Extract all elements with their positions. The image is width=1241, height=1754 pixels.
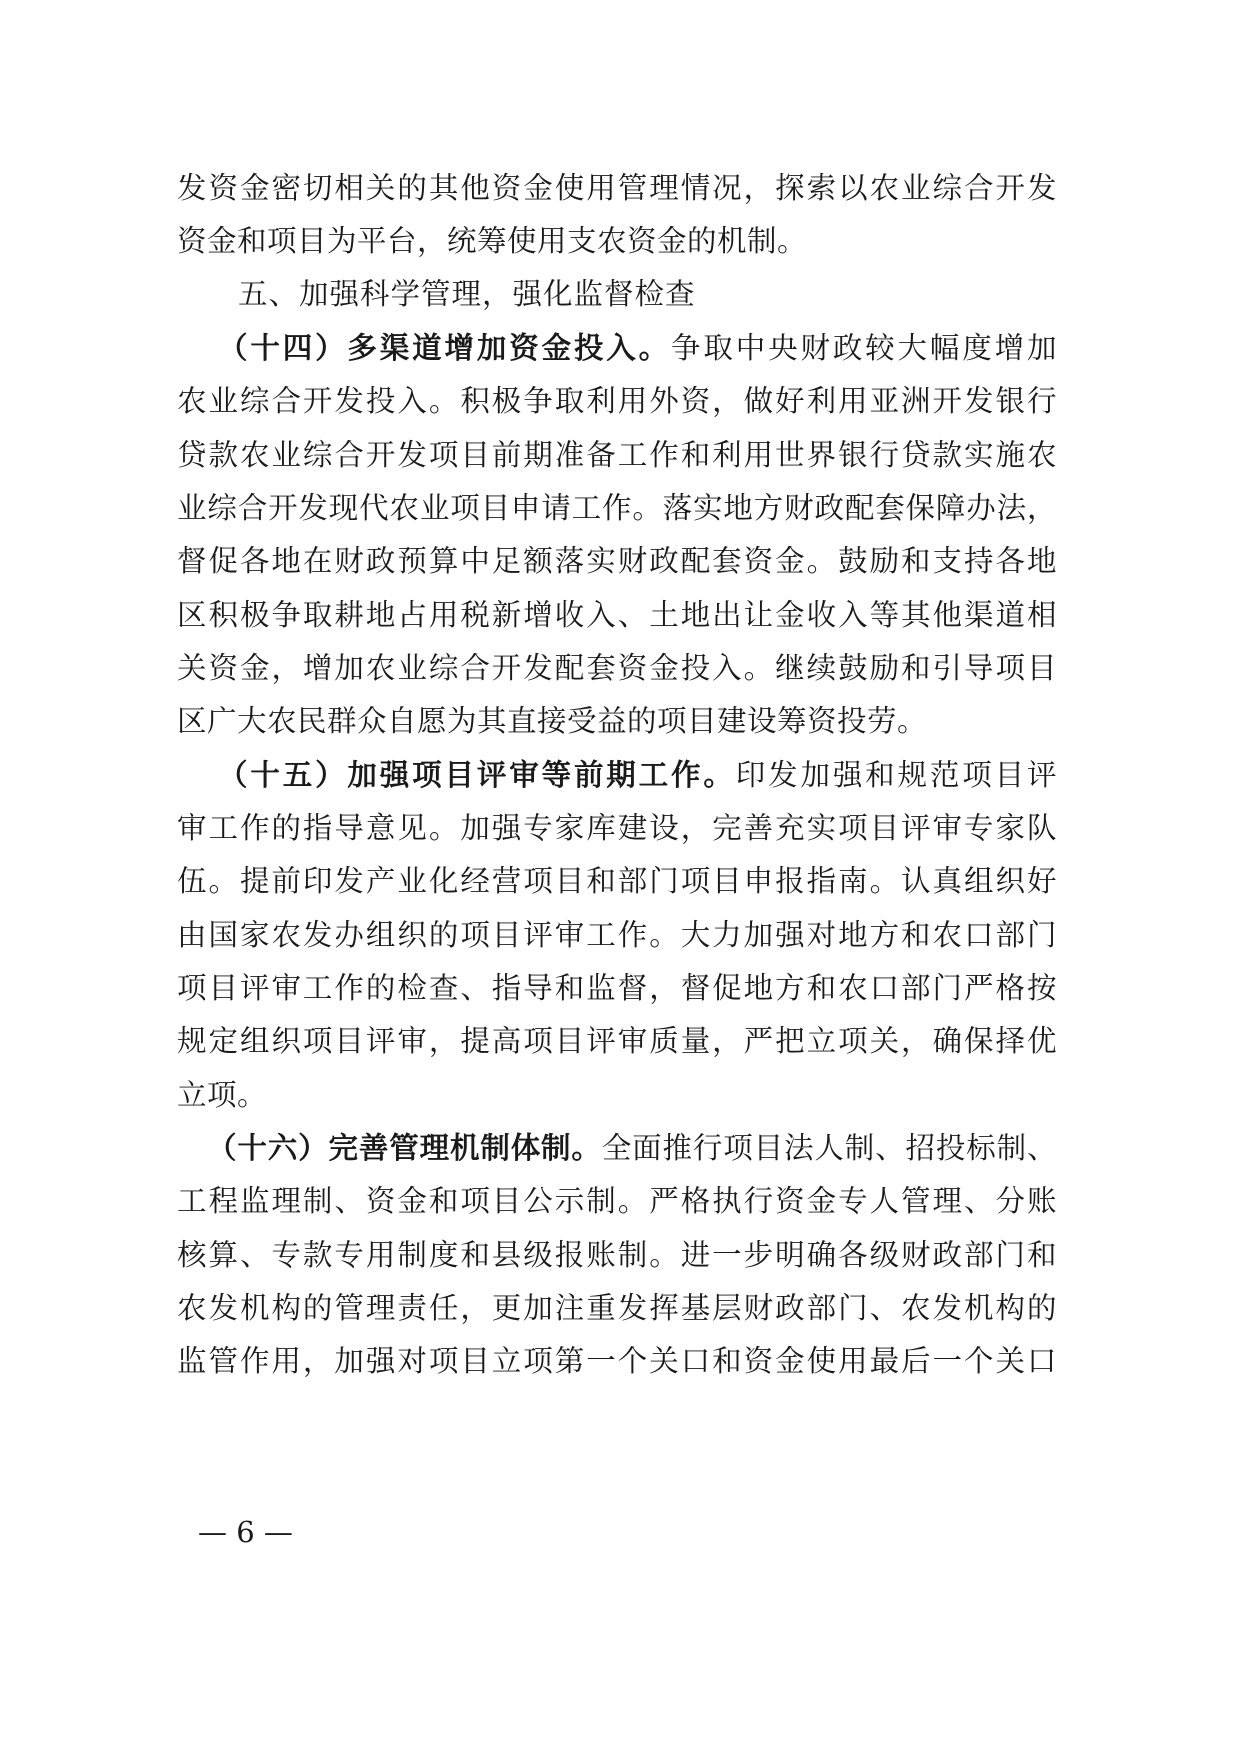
- body-line: 督促各地在财政预算中足额落实财政配套资金。鼓励和支持各地: [177, 544, 1057, 578]
- body-line: 农发机构的管理责任，更加注重发挥基层财政部门、农发机构的: [177, 1291, 1057, 1325]
- body-line: 区积极争取耕地占用税新增收入、土地出让金收入等其他渠道相: [177, 598, 1057, 632]
- body-line: 审工作的指导意见。加强专家库建设，完善充实项目评审专家队: [177, 811, 1057, 845]
- body-line: 伍。提前印发产业化经营项目和部门项目申报指南。认真组织好: [177, 864, 1057, 898]
- item-15-first-line: [218, 745, 1057, 805]
- item-14-first-line-rest: 争取中央财政较大幅度增加: [671, 331, 1057, 365]
- item-15-first-line-rest: 印发加强和规范项目评: [735, 758, 1057, 792]
- body-line: 发资金密切相关的其他资金使用管理情况，探索以农业综合开发: [177, 171, 1057, 205]
- section-heading: 五、加强科学管理，强化监督检查: [238, 277, 696, 311]
- body-line: 区广大农民群众自愿为其直接受益的项目建设筹资投劳。: [177, 704, 928, 738]
- body-line: 业综合开发现代农业项目申请工作。落实地方财政配套保障办法，: [177, 491, 1057, 525]
- body-line: 贷款农业综合开发项目前期准备工作和利用世界银行贷款实施农: [177, 438, 1057, 472]
- body-line: 核算、专款专用制度和县级报账制。进一步明确各级财政部门和: [177, 1238, 1057, 1272]
- item-14-title: （十四）多渠道增加资金投入。: [218, 331, 672, 365]
- body-line: 工程监理制、资金和项目公示制。严格执行资金专人管理、分账: [177, 1184, 1057, 1218]
- page-number: — 6 —: [198, 1515, 293, 1549]
- item-15-title: （十五）加强项目评审等前期工作。: [218, 758, 736, 792]
- item-16-first-line-rest: 全面推行项目法人制、招投标制、: [601, 1131, 1057, 1165]
- body-line: 关资金，增加农业综合开发配套资金投入。继续鼓励和引导项目: [177, 651, 1057, 685]
- item-16-first-line: [207, 1118, 1057, 1178]
- item-16-title: （十六）完善管理机制体制。: [207, 1131, 602, 1165]
- body-line: 项目评审工作的检查、指导和监督，督促地方和农口部门严格按: [177, 971, 1057, 1005]
- body-line: 由国家农发办组织的项目评审工作。大力加强对地方和农口部门: [177, 918, 1057, 952]
- body-line: 资金和项目为平台，统筹使用支农资金的机制。: [177, 224, 808, 258]
- body-line: 立项。: [177, 1078, 268, 1112]
- body-line: 农业综合开发投入。积极争取利用外资，做好利用亚洲开发银行: [177, 384, 1057, 418]
- item-14-first-line: [218, 318, 1057, 378]
- body-line: 监管作用，加强对项目立项第一个关口和资金使用最后一个关口: [177, 1344, 1057, 1378]
- body-line: 规定组织项目评审，提高项目评审质量，严把立项关，确保择优: [177, 1024, 1057, 1058]
